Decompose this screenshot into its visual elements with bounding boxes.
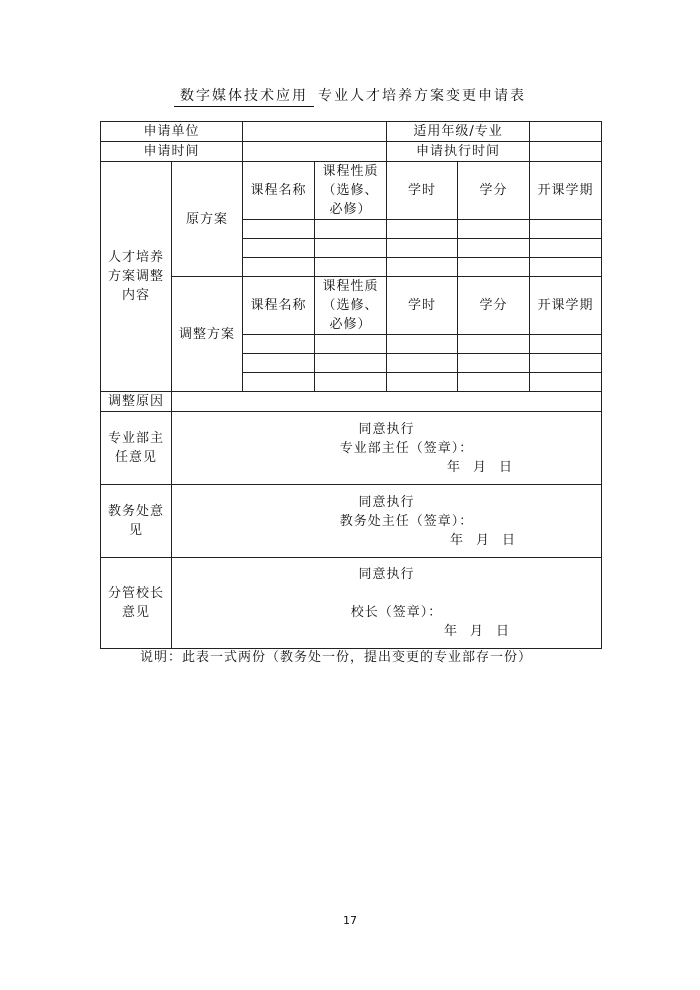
row-principal-opinion [101,558,602,649]
principal-signer-text: 校长（签章）： [350,605,443,620]
principal-opinion-label: 分管校长 意见 [101,558,172,649]
row-dept-opinion [101,412,602,485]
title-major: 数字媒体技术应用 [174,85,314,107]
apply-time-label: 申请时间 [101,142,243,162]
col-hours: 学时 [387,162,458,220]
row-apply-time [101,142,602,162]
col-course-name: 课程名称 [243,277,315,335]
cell-course-name[interactable] [243,258,315,277]
cell-hours[interactable] [387,239,458,258]
cell-credits[interactable] [458,239,530,258]
exec-time-field[interactable] [530,142,602,162]
row-adjusted-header [101,277,602,335]
dept-date-text: 年 月 日 [447,459,513,475]
exec-time-label: 申请执行时间 [387,142,530,162]
col-hours: 学时 [387,277,458,335]
cell-course-nature[interactable] [315,239,387,258]
cell-credits[interactable] [458,258,530,277]
cell-course-nature[interactable] [315,354,387,373]
cell-course-name[interactable] [243,239,315,258]
cell-term[interactable] [530,373,602,392]
apply-time-field[interactable] [243,142,387,162]
cell-course-name[interactable] [243,220,315,239]
original-plan-label: 原方案 [172,162,243,277]
cell-term[interactable] [530,354,602,373]
form-title [0,85,700,107]
affairs-agree-text: 同意执行 [358,494,415,510]
form-note: 说明：此表一式两份（教务处一份，提出变更的专业部存一份） [140,650,533,665]
affairs-date-text: 年 月 日 [450,532,516,548]
col-course-name: 课程名称 [243,162,315,220]
cell-course-nature[interactable] [315,373,387,392]
principal-opinion-field[interactable] [172,558,602,649]
col-course-nature: 课程性质 （选修、 必修） [315,277,387,335]
reason-label: 调整原因 [101,392,172,412]
cell-hours[interactable] [387,335,458,354]
dept-opinion-label: 专业部主 任意见 [101,412,172,485]
row-applicant-unit [101,122,602,142]
applicant-unit-label: 申请单位 [101,122,243,142]
cell-term[interactable] [530,239,602,258]
col-credits: 学分 [458,277,530,335]
reason-field[interactable] [172,392,602,412]
dept-opinion-field[interactable] [172,412,602,485]
principal-date-text: 年 月 日 [444,624,510,639]
cell-credits[interactable] [458,220,530,239]
adjusted-plan-label: 调整方案 [172,277,243,392]
adjustment-content-label: 人才培养 方案调整 内容 [101,162,172,392]
change-request-table [100,121,602,649]
cell-term[interactable] [530,258,602,277]
cell-course-name[interactable] [243,373,315,392]
cell-course-nature[interactable] [315,335,387,354]
cell-credits[interactable] [458,373,530,392]
title-rest: 专业人才培养方案变更申请表 [318,88,526,104]
row-original-header [101,162,602,220]
affairs-opinion-field[interactable] [172,485,602,558]
cell-course-nature[interactable] [315,258,387,277]
cell-credits[interactable] [458,354,530,373]
col-credits: 学分 [458,162,530,220]
affairs-opinion-label: 教务处意 见 [101,485,172,558]
col-course-nature: 课程性质 （选修、 必修） [315,162,387,220]
applicable-grade-label: 适用年级/专业 [387,122,530,142]
col-term: 开课学期 [530,277,602,335]
cell-course-nature[interactable] [315,220,387,239]
page-number: 17 [343,914,357,927]
cell-hours[interactable] [387,373,458,392]
row-affairs-opinion [101,485,602,558]
cell-term[interactable] [530,335,602,354]
dept-agree-text: 同意执行 [358,421,415,437]
applicant-unit-field[interactable] [243,122,387,142]
cell-term[interactable] [530,220,602,239]
cell-course-name[interactable] [243,354,315,373]
cell-credits[interactable] [458,335,530,354]
dept-signer-text: 专业部主任（签章）： [339,440,474,456]
cell-course-name[interactable] [243,335,315,354]
col-term: 开课学期 [530,162,602,220]
row-reason [101,392,602,412]
principal-agree-text: 同意执行 [358,567,415,582]
cell-hours[interactable] [387,258,458,277]
cell-hours[interactable] [387,354,458,373]
applicable-grade-field[interactable] [530,122,602,142]
cell-hours[interactable] [387,220,458,239]
affairs-signer-text: 教务处主任（签章）： [339,513,474,529]
